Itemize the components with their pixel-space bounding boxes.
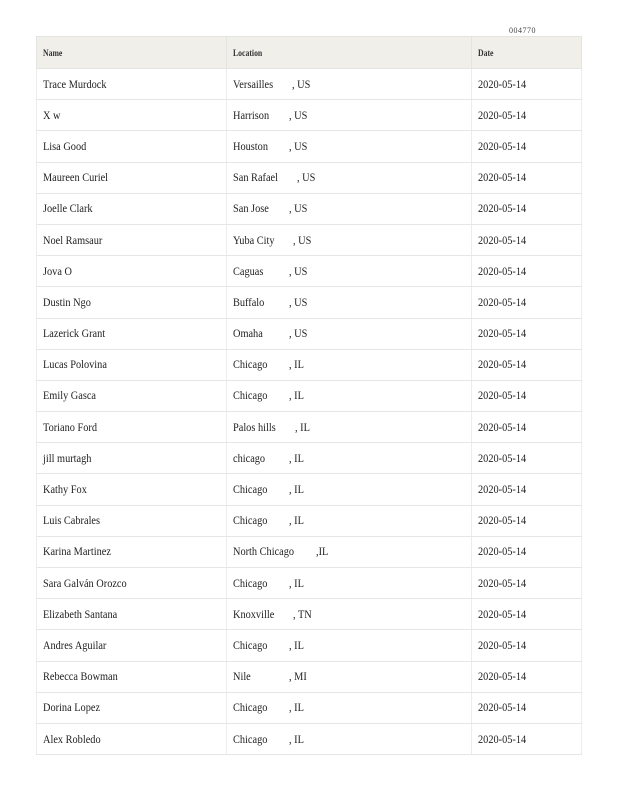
document-page-id: 004770	[509, 26, 536, 35]
signed-date: 2020-05-14	[478, 138, 527, 153]
signed-date-cell	[472, 193, 582, 224]
location-region: , IL	[289, 450, 304, 465]
table-row	[37, 224, 582, 255]
table-row	[37, 505, 582, 536]
signer-name-cell	[37, 536, 227, 567]
table-row	[37, 661, 582, 692]
signer-location-cell	[227, 723, 472, 754]
location-region: , TN	[293, 606, 312, 621]
table-row	[37, 318, 582, 349]
signed-date: 2020-05-14	[478, 731, 527, 746]
signed-date-cell	[472, 505, 582, 536]
signer-name-cell	[37, 287, 227, 318]
location-region: , IL	[289, 388, 304, 403]
signer-location-cell	[227, 599, 472, 630]
signed-date: 2020-05-14	[478, 263, 527, 278]
signer-name-cell	[37, 723, 227, 754]
signed-date: 2020-05-14	[478, 107, 527, 122]
signer-location-cell	[227, 69, 472, 100]
signed-date: 2020-05-14	[478, 606, 527, 621]
signer-name: Maureen Curiel	[43, 170, 109, 185]
table-row	[37, 599, 582, 630]
signed-date-cell	[472, 692, 582, 723]
location-region: , US	[289, 138, 308, 153]
signer-name-cell	[37, 162, 227, 193]
signed-date: 2020-05-14	[478, 419, 527, 434]
table-row	[37, 100, 582, 131]
signer-name-cell	[37, 661, 227, 692]
signed-date: 2020-05-14	[478, 294, 527, 309]
location-region: , IL	[289, 357, 304, 372]
location-city: Chicago	[233, 731, 268, 746]
table-row	[37, 443, 582, 474]
signer-name-cell	[37, 412, 227, 443]
signer-name-cell	[37, 443, 227, 474]
signer-location-cell	[227, 318, 472, 349]
table-row	[37, 193, 582, 224]
location-city: chicago	[233, 450, 266, 465]
location-region: , US	[289, 294, 308, 309]
signed-date-cell	[472, 474, 582, 505]
location-city: Buffalo	[233, 294, 265, 309]
signer-name-cell	[37, 256, 227, 287]
signer-name: Trace Murdock	[43, 76, 107, 91]
table-row	[37, 349, 582, 380]
signed-date: 2020-05-14	[478, 482, 527, 497]
signed-date-cell	[472, 443, 582, 474]
location-city: Caguas	[233, 263, 264, 278]
table-row	[37, 287, 582, 318]
signer-location-cell	[227, 349, 472, 380]
signer-name-cell	[37, 193, 227, 224]
location-region: , IL	[289, 637, 304, 652]
signed-date-cell	[472, 256, 582, 287]
location-region: , US	[289, 201, 308, 216]
location-region: , US	[297, 170, 316, 185]
signer-name: Dustin Ngo	[43, 294, 91, 309]
signer-location-cell	[227, 692, 472, 723]
signer-name: X w	[43, 107, 61, 122]
signer-name-cell	[37, 349, 227, 380]
table-row	[37, 131, 582, 162]
signed-date: 2020-05-14	[478, 513, 527, 528]
signed-date: 2020-05-14	[478, 232, 527, 247]
signer-name: Noel Ramsaur	[43, 232, 103, 247]
table-body	[37, 69, 582, 755]
location-region: ,IL	[316, 544, 329, 559]
signer-location-cell	[227, 256, 472, 287]
signer-name-cell	[37, 692, 227, 723]
signer-name-cell	[37, 224, 227, 255]
signer-name: Sara Galván Orozco	[43, 575, 127, 590]
signed-date: 2020-05-14	[478, 326, 527, 341]
signed-date-cell	[472, 568, 582, 599]
signed-date-cell	[472, 287, 582, 318]
table-row	[37, 536, 582, 567]
signer-name: Toriano Ford	[43, 419, 98, 434]
signed-date: 2020-05-14	[478, 669, 527, 684]
signed-date-cell	[472, 349, 582, 380]
location-city: Chicago	[233, 513, 268, 528]
signer-name-cell	[37, 69, 227, 100]
signed-date: 2020-05-14	[478, 450, 527, 465]
location-city: Palos hills	[233, 419, 276, 434]
signed-date-cell	[472, 131, 582, 162]
location-city: Yuba City	[233, 232, 275, 247]
signed-date-cell	[472, 100, 582, 131]
location-city: Chicago	[233, 388, 268, 403]
signer-name: Rebecca Bowman	[43, 669, 118, 684]
signer-location-cell	[227, 380, 472, 411]
location-region: , US	[293, 232, 312, 247]
signed-date: 2020-05-14	[478, 637, 527, 652]
location-city: Knoxville	[233, 606, 275, 621]
signer-name-cell	[37, 568, 227, 599]
signer-name: Lucas Polovina	[43, 357, 107, 372]
signed-date-cell	[472, 162, 582, 193]
location-region: , US	[289, 107, 308, 122]
table-row	[37, 69, 582, 100]
signed-date-cell	[472, 412, 582, 443]
signed-date: 2020-05-14	[478, 544, 527, 559]
table-row	[37, 256, 582, 287]
signer-location-cell	[227, 474, 472, 505]
table-row	[37, 692, 582, 723]
location-region: , US	[289, 326, 308, 341]
signed-date: 2020-05-14	[478, 700, 527, 715]
signed-date-cell	[472, 318, 582, 349]
signed-date-cell	[472, 224, 582, 255]
location-city: Versailles	[233, 76, 274, 91]
location-city: Chicago	[233, 482, 268, 497]
table-row	[37, 568, 582, 599]
location-city: Chicago	[233, 637, 268, 652]
signer-name-cell	[37, 131, 227, 162]
location-city: Nile	[233, 669, 251, 684]
location-region: , IL	[289, 731, 304, 746]
header-row	[37, 37, 582, 69]
location-region: , US	[291, 76, 311, 91]
signer-name: Dorina Lopez	[43, 700, 101, 715]
signed-date: 2020-05-14	[478, 388, 527, 403]
location-column-header: Location	[227, 37, 472, 69]
signer-location-cell	[227, 287, 472, 318]
signed-date-cell	[472, 599, 582, 630]
signer-name: Luis Cabrales	[43, 513, 101, 528]
date-column-header: Date	[472, 37, 582, 69]
signer-name-cell	[37, 380, 227, 411]
signer-location-cell	[227, 505, 472, 536]
location-region: , IL	[289, 575, 304, 590]
signer-location-cell	[227, 193, 472, 224]
location-region: , IL	[294, 419, 310, 434]
signer-name-cell	[37, 599, 227, 630]
signer-name: Lazerick Grant	[43, 326, 106, 341]
location-city: North Chicago	[233, 544, 295, 559]
signed-date: 2020-05-14	[478, 201, 527, 216]
signer-name: Andres Aguilar	[43, 637, 107, 652]
signed-date: 2020-05-14	[478, 170, 527, 185]
signed-date: 2020-05-14	[478, 575, 527, 590]
signer-location-cell	[227, 568, 472, 599]
signer-name: Joelle Clark	[43, 201, 93, 216]
table-row	[37, 474, 582, 505]
location-region: , IL	[289, 513, 304, 528]
signer-name: Karina Martinez	[43, 544, 111, 559]
location-city: Chicago	[233, 357, 268, 372]
signer-location-cell	[227, 661, 472, 692]
signer-location-cell	[227, 224, 472, 255]
signer-name-cell	[37, 505, 227, 536]
signer-name: Kathy Fox	[43, 482, 87, 497]
signer-location-cell	[227, 536, 472, 567]
signed-date-cell	[472, 69, 582, 100]
signer-name-cell	[37, 318, 227, 349]
signer-name-cell	[37, 630, 227, 661]
signer-location-cell	[227, 100, 472, 131]
signer-location-cell	[227, 630, 472, 661]
location-city: Harrison	[233, 107, 270, 122]
table-row	[37, 412, 582, 443]
signer-name: Jova O	[43, 263, 72, 278]
location-region: , US	[289, 263, 308, 278]
location-region: , IL	[289, 700, 304, 715]
signer-name: Lisa Good	[43, 138, 87, 153]
location-region: , MI	[289, 669, 307, 684]
table-row	[37, 162, 582, 193]
table-row	[37, 630, 582, 661]
table-header	[37, 37, 582, 69]
signed-date-cell	[472, 661, 582, 692]
location-city: Omaha	[233, 326, 263, 341]
signed-date-cell	[472, 380, 582, 411]
signer-location-cell	[227, 162, 472, 193]
signed-date-cell	[472, 630, 582, 661]
signer-location-cell	[227, 412, 472, 443]
location-city: San Rafael	[233, 170, 278, 185]
location-city: Chicago	[233, 575, 268, 590]
location-city: Chicago	[233, 700, 268, 715]
signer-name: Elizabeth Santana	[43, 606, 118, 621]
signer-name-cell	[37, 100, 227, 131]
signers-table	[36, 36, 582, 755]
table-row	[37, 723, 582, 754]
table-row	[37, 380, 582, 411]
signed-date-cell	[472, 536, 582, 567]
name-column-header: Name	[37, 37, 227, 69]
location-city: Houston	[233, 138, 268, 153]
signer-name: Emily Gasca	[43, 388, 97, 403]
signed-date: 2020-05-14	[478, 357, 527, 372]
signed-date: 2020-05-14	[478, 76, 527, 91]
signer-name-cell	[37, 474, 227, 505]
signer-name: Alex Robledo	[43, 731, 101, 746]
signer-location-cell	[227, 131, 472, 162]
signer-location-cell	[227, 443, 472, 474]
signed-date-cell	[472, 723, 582, 754]
location-region: , IL	[289, 482, 304, 497]
location-city: San Jose	[233, 201, 269, 216]
signer-name: jill murtagh	[43, 450, 92, 465]
